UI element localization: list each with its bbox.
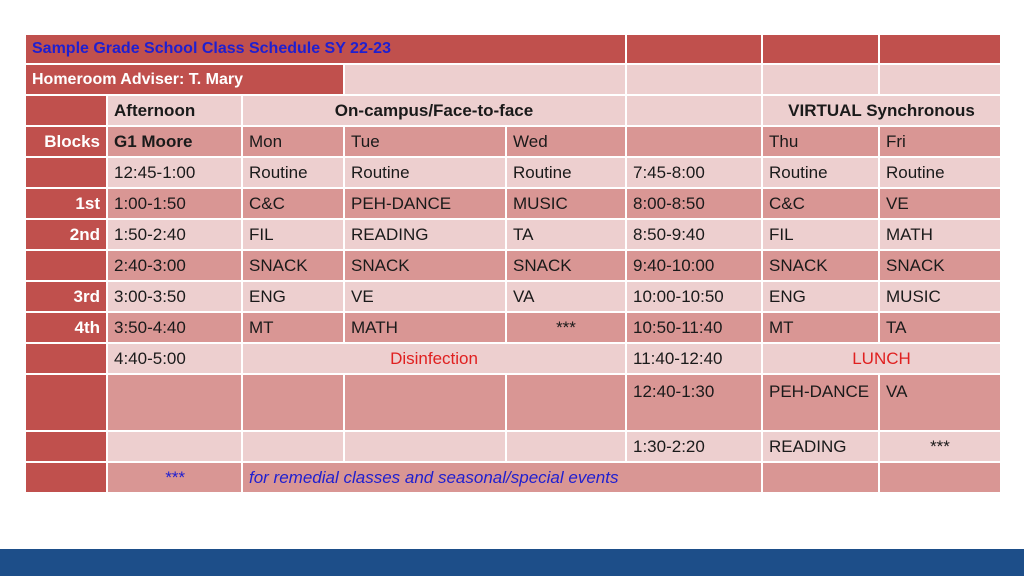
subject-cell: VA <box>880 375 1000 430</box>
class-schedule-table <box>24 33 1002 494</box>
day-mon: Mon <box>243 127 343 156</box>
subject-cell: VE <box>880 189 1000 218</box>
time-cell: 10:00-10:50 <box>627 282 761 311</box>
block-label: 1st <box>26 189 106 218</box>
day-fri: Fri <box>880 127 1000 156</box>
blocks-label: Blocks <box>26 127 106 156</box>
subject-cell: MATH <box>345 313 505 342</box>
subject-cell: READING <box>763 432 878 461</box>
table-row <box>26 189 1000 218</box>
virtual-header: VIRTUAL Synchronous <box>763 96 1000 125</box>
block-label: 4th <box>26 313 106 342</box>
section-label: G1 Moore <box>108 127 241 156</box>
disinfection-row <box>26 344 1000 373</box>
subject-cell: Routine <box>880 158 1000 187</box>
subject-cell: SNACK <box>345 251 505 280</box>
subject-cell: MUSIC <box>507 189 625 218</box>
note-row <box>26 463 1000 492</box>
subject-cell: TA <box>880 313 1000 342</box>
table-row <box>26 220 1000 249</box>
face-to-face-header: On-campus/Face-to-face <box>243 96 625 125</box>
subject-cell: *** <box>507 313 625 342</box>
subject-cell: FIL <box>243 220 343 249</box>
title-row <box>26 35 1000 63</box>
subject-cell: Routine <box>507 158 625 187</box>
days-row <box>26 127 1000 156</box>
subject-cell: MT <box>763 313 878 342</box>
time-cell: 12:45-1:00 <box>108 158 241 187</box>
subject-cell: SNACK <box>763 251 878 280</box>
subject-cell: VA <box>507 282 625 311</box>
table-row <box>26 313 1000 342</box>
subject-cell: SNACK <box>243 251 343 280</box>
subject-cell: VE <box>345 282 505 311</box>
subject-cell: Routine <box>345 158 505 187</box>
subject-cell: MATH <box>880 220 1000 249</box>
note-marker: *** <box>108 463 241 492</box>
time-cell: 2:40-3:00 <box>108 251 241 280</box>
time-cell: 8:00-8:50 <box>627 189 761 218</box>
time-cell: 10:50-11:40 <box>627 313 761 342</box>
slide-footer-bar <box>0 549 1024 576</box>
afternoon-header: Afternoon <box>108 96 241 125</box>
subject-cell: ENG <box>763 282 878 311</box>
day-wed: Wed <box>507 127 625 156</box>
table-row <box>26 158 1000 187</box>
schedule-title: Sample Grade School Class Schedule SY 22-23 <box>26 35 625 63</box>
subject-cell: MT <box>243 313 343 342</box>
adviser-row <box>26 65 1000 94</box>
block-label: 3rd <box>26 282 106 311</box>
subject-cell: ENG <box>243 282 343 311</box>
day-thu: Thu <box>763 127 878 156</box>
time-cell: 1:30-2:20 <box>627 432 761 461</box>
subject-cell: SNACK <box>880 251 1000 280</box>
subject-cell: Routine <box>763 158 878 187</box>
subject-cell: Routine <box>243 158 343 187</box>
subject-cell: TA <box>507 220 625 249</box>
subject-cell: FIL <box>763 220 878 249</box>
subject-cell: PEH-DANCE <box>345 189 505 218</box>
time-cell: 3:00-3:50 <box>108 282 241 311</box>
table-row <box>26 282 1000 311</box>
table-row <box>26 375 1000 430</box>
block-label <box>26 251 106 280</box>
time-cell: 1:50-2:40 <box>108 220 241 249</box>
block-label: 2nd <box>26 220 106 249</box>
subject-cell: SNACK <box>507 251 625 280</box>
subject-cell: READING <box>345 220 505 249</box>
disinfection-label: Disinfection <box>243 344 625 373</box>
time-cell: 9:40-10:00 <box>627 251 761 280</box>
time-cell: 1:00-1:50 <box>108 189 241 218</box>
time-cell: 12:40-1:30 <box>627 375 761 430</box>
homeroom-adviser: Homeroom Adviser: T. Mary <box>26 65 343 94</box>
subject-cell: MUSIC <box>880 282 1000 311</box>
table-row <box>26 251 1000 280</box>
subject-cell: PEH-DANCE <box>763 375 878 430</box>
time-cell: 11:40-12:40 <box>627 344 761 373</box>
note-text: for remedial classes and seasonal/special events <box>243 463 761 492</box>
lunch-label: LUNCH <box>763 344 1000 373</box>
day-tue: Tue <box>345 127 505 156</box>
table-row <box>26 432 1000 461</box>
time-cell: 8:50-9:40 <box>627 220 761 249</box>
subject-cell: C&C <box>243 189 343 218</box>
time-cell: 7:45-8:00 <box>627 158 761 187</box>
subject-cell: C&C <box>763 189 878 218</box>
subject-cell: *** <box>880 432 1000 461</box>
time-cell: 4:40-5:00 <box>108 344 241 373</box>
block-label <box>26 158 106 187</box>
time-cell: 3:50-4:40 <box>108 313 241 342</box>
header-row <box>26 96 1000 125</box>
